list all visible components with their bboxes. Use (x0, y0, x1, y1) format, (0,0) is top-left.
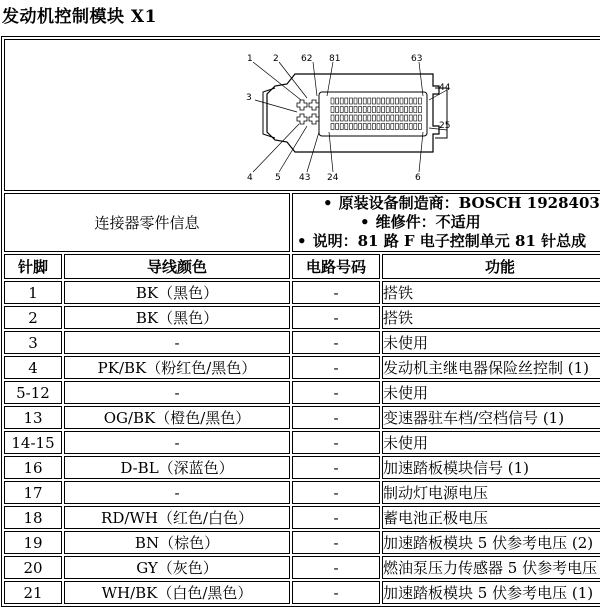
table-row (4, 306, 600, 329)
pin-grid (331, 98, 421, 130)
pin-label-6: 6 (415, 173, 421, 182)
signal-pin (405, 98, 408, 104)
signal-pin (336, 107, 339, 113)
latch-outline (263, 88, 275, 138)
cell-pin: 3 (4, 331, 62, 354)
connector-diagram-cell (4, 39, 600, 191)
power-pin (297, 114, 307, 124)
signal-pin (391, 98, 394, 104)
signal-pin (395, 124, 398, 130)
signal-pin (349, 107, 352, 113)
cell-circuit: - (292, 431, 380, 454)
cell-pin: 19 (4, 531, 62, 554)
table-row (4, 456, 600, 479)
cell-function: 未使用 (382, 381, 600, 404)
cell-pin: 2 (4, 306, 62, 329)
signal-pin (386, 124, 389, 130)
table-row (4, 481, 600, 504)
signal-pin (395, 115, 398, 121)
signal-pin (418, 98, 421, 104)
signal-pin (340, 115, 343, 121)
signal-pin (382, 115, 385, 121)
signal-pin (395, 98, 398, 104)
info-service-part: • 维修件：不适用 (360, 213, 481, 231)
cell-function: 燃油泵压力传感器 5 伏参考电压 (382, 556, 600, 579)
signal-pin (386, 115, 389, 121)
cell-function: 蓄电池正极电压 (382, 506, 600, 529)
signal-pin (363, 115, 366, 121)
signal-pin (386, 107, 389, 113)
signal-pin (418, 124, 421, 130)
power-pins (297, 100, 319, 124)
signal-pin (409, 98, 412, 104)
table-row (4, 281, 600, 304)
table-row (4, 406, 600, 429)
signal-pin (363, 98, 366, 104)
header-circuit: 电路号码 (292, 254, 380, 279)
power-pin (309, 100, 319, 110)
signal-pin (372, 115, 375, 121)
cell-function: 加速踏板模块 5 伏参考电压 (1) (382, 581, 600, 604)
cell-wire-color: - (64, 481, 290, 504)
power-pin (309, 114, 319, 124)
info-oem: • 原装设备制造商：BOSCH 1928403 (323, 194, 600, 212)
cell-function: 搭铁 (382, 281, 600, 304)
signal-pin (368, 107, 371, 113)
cell-circuit: - (292, 306, 380, 329)
pin-label-4: 4 (247, 173, 253, 182)
signal-pin (340, 107, 343, 113)
pin-label-5: 5 (275, 173, 281, 182)
signal-pin (395, 107, 398, 113)
signal-pin (345, 107, 348, 113)
signal-pin (405, 107, 408, 113)
signal-pin (354, 98, 357, 104)
signal-pin (331, 107, 334, 113)
cell-wire-color: D-BL（深蓝色） (64, 456, 290, 479)
table-row (4, 331, 600, 354)
cell-wire-color: WH/BK（白色/黑色） (64, 581, 290, 604)
cell-function: 搭铁 (382, 306, 600, 329)
signal-pin (340, 98, 343, 104)
connector-body (267, 74, 439, 152)
signal-pin (340, 124, 343, 130)
signal-pin (409, 124, 412, 130)
connector-diagram (235, 52, 475, 182)
signal-pin (349, 115, 352, 121)
signal-pin (418, 115, 421, 121)
signal-pin (400, 124, 403, 130)
header-pin: 针脚 (4, 254, 62, 279)
signal-pin (382, 107, 385, 113)
cell-wire-color: - (64, 331, 290, 354)
pin-label-2: 2 (273, 54, 279, 64)
signal-pin (377, 107, 380, 113)
signal-pin (331, 115, 334, 121)
signal-pin (372, 98, 375, 104)
pin-label-44: 44 (439, 83, 451, 93)
cell-wire-color: - (64, 381, 290, 404)
signal-pin (400, 107, 403, 113)
cell-circuit: - (292, 456, 380, 479)
cell-circuit: - (292, 581, 380, 604)
connector-info-label: 连接器零件信息 (4, 193, 290, 252)
signal-pin (345, 98, 348, 104)
table-row (4, 581, 600, 604)
cell-pin: 18 (4, 506, 62, 529)
signal-pin (359, 98, 362, 104)
cell-pin: 14-15 (4, 431, 62, 454)
signal-pin (363, 107, 366, 113)
signal-pin (372, 107, 375, 113)
table-row (4, 556, 600, 579)
signal-pin (409, 107, 412, 113)
signal-pin (372, 124, 375, 130)
signal-pin (331, 124, 334, 130)
cell-wire-color: GY（灰色） (64, 556, 290, 579)
signal-pin (363, 124, 366, 130)
signal-pin (386, 98, 389, 104)
signal-pin (382, 98, 385, 104)
cell-wire-color: - (64, 431, 290, 454)
pin-label-43: 43 (299, 173, 311, 182)
cell-wire-color: RD/WH（红色/白色） (64, 506, 290, 529)
signal-pin (368, 124, 371, 130)
table-row (4, 356, 600, 379)
cell-pin: 20 (4, 556, 62, 579)
cell-circuit: - (292, 381, 380, 404)
cell-function: 变速器驻车档/空档信号 (1) (382, 406, 600, 429)
signal-pin (391, 107, 394, 113)
signal-pin (391, 124, 394, 130)
signal-pin (405, 124, 408, 130)
cell-function: 制动灯电源电压 (382, 481, 600, 504)
signal-pin (400, 98, 403, 104)
cell-wire-color: BN（棕色） (64, 531, 290, 554)
signal-pin (400, 115, 403, 121)
pin-label-1: 1 (247, 54, 253, 64)
cell-circuit: - (292, 531, 380, 554)
signal-pin (409, 115, 412, 121)
table-row (4, 381, 600, 404)
signal-pin (391, 115, 394, 121)
header-wire-color: 导线颜色 (64, 254, 290, 279)
signal-pin (354, 107, 357, 113)
signal-pin (414, 124, 417, 130)
pin-label-62: 62 (301, 54, 313, 64)
pin-label-81: 81 (329, 54, 341, 64)
signal-pin (377, 124, 380, 130)
signal-pin (414, 98, 417, 104)
cell-circuit: - (292, 281, 380, 304)
cell-pin: 21 (4, 581, 62, 604)
power-pin (297, 100, 307, 110)
cell-wire-color: BK（黑色） (64, 281, 290, 304)
connector-info-list (292, 193, 600, 252)
cell-circuit: - (292, 506, 380, 529)
cell-pin: 5-12 (4, 381, 62, 404)
signal-pin (377, 98, 380, 104)
signal-pin (359, 107, 362, 113)
cell-pin: 16 (4, 456, 62, 479)
cell-function: 加速踏板模块 5 伏参考电压 (2) (382, 531, 600, 554)
signal-pin (345, 124, 348, 130)
connector-table (1, 36, 600, 607)
signal-pin (368, 115, 371, 121)
page-title: 发动机控制模块 X1 (2, 7, 157, 27)
signal-pin (418, 107, 421, 113)
pin-label-63: 63 (411, 54, 423, 64)
signal-pin (405, 115, 408, 121)
info-description: • 说明：81 路 F 电子控制单元 81 针总成 (297, 232, 587, 250)
signal-pin (349, 124, 352, 130)
cell-function: 发动机主继电器保险丝控制 (1) (382, 356, 600, 379)
cell-pin: 4 (4, 356, 62, 379)
signal-pin (336, 115, 339, 121)
cell-pin: 17 (4, 481, 62, 504)
signal-pin (331, 98, 334, 104)
signal-pin (336, 124, 339, 130)
signal-pin (349, 98, 352, 104)
cell-circuit: - (292, 331, 380, 354)
table-row (4, 531, 600, 554)
header-function: 功能 (382, 254, 600, 279)
pin-label-24: 24 (327, 173, 339, 182)
cell-circuit: - (292, 356, 380, 379)
signal-pin (354, 124, 357, 130)
cell-function: 未使用 (382, 331, 600, 354)
cell-wire-color: BK（黑色） (64, 306, 290, 329)
signal-pin (382, 124, 385, 130)
cell-circuit: - (292, 406, 380, 429)
signal-pin (359, 124, 362, 130)
signal-pin (414, 115, 417, 121)
cell-function: 加速踏板模块信号 (1) (382, 456, 600, 479)
cell-circuit: - (292, 481, 380, 504)
cell-wire-color: OG/BK（橙色/黑色） (64, 406, 290, 429)
signal-pin (354, 115, 357, 121)
cell-circuit: - (292, 556, 380, 579)
signal-pin (336, 98, 339, 104)
signal-pin (414, 107, 417, 113)
cell-function: 未使用 (382, 431, 600, 454)
cell-pin: 1 (4, 281, 62, 304)
diagram-row (4, 39, 600, 191)
table-row (4, 506, 600, 529)
pin-label-3: 3 (246, 93, 252, 103)
signal-pin (345, 115, 348, 121)
table-row (4, 431, 600, 454)
signal-pin (368, 98, 371, 104)
leader-lines (253, 62, 447, 172)
signal-pin (359, 115, 362, 121)
pin-label-25: 25 (439, 121, 451, 131)
signal-pin (377, 115, 380, 121)
table-header (4, 254, 600, 279)
cell-pin: 13 (4, 406, 62, 429)
info-row (4, 193, 600, 252)
cell-wire-color: PK/BK（粉红色/黑色） (64, 356, 290, 379)
